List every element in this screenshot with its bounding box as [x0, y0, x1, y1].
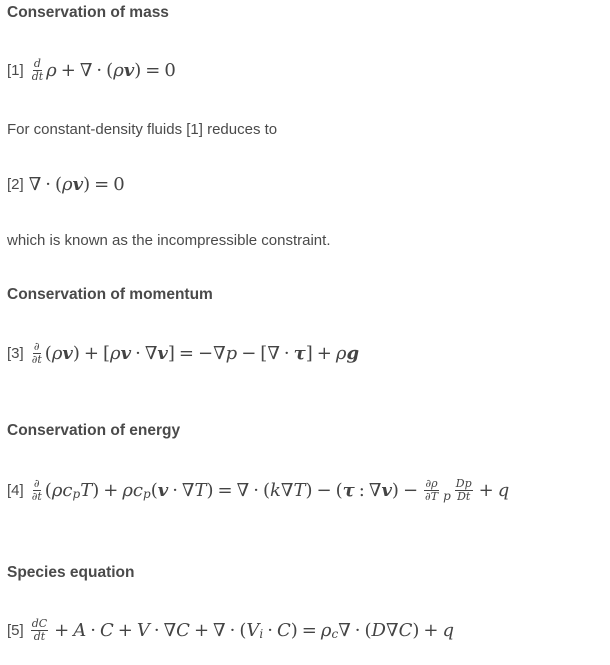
- fraction-partial-rho-partial-T: $\frac{\partial\rho}{\partial T}$: [425, 477, 439, 503]
- equation-number: [5]: [7, 621, 24, 639]
- equation-4-math: $\frac{\partial}{\partial t}$ ( ρc p T ) + ρc p ( v · ∇ T ) = ∇ · ( k ∇ T ) − ( τ : ∇ v ) − $\frac{\partial\rho}{\partial T}$ p $\frac{Dp}{Dt}$ + q: [31, 477, 510, 504]
- fraction-partial-t: $\frac{\partial}{\partial t}$: [31, 477, 42, 503]
- paragraph-incompressible: which is known as the incompressible constraint.: [7, 232, 331, 249]
- paragraph-constant-density: For constant-density fluids [1] reduces to: [7, 121, 278, 138]
- equation-number: [1]: [7, 61, 24, 79]
- equation-3: [7, 341, 359, 365]
- equation-number: [3]: [7, 344, 24, 362]
- heading-conservation-of-momentum: Conservation of momentum: [7, 286, 213, 303]
- equation-1-math: $\frac{d}{dt}$ ρ + ∇ · ( ρ v ) = 0: [31, 57, 176, 83]
- equation-1: [7, 58, 176, 82]
- fraction-d-dt: $\frac{d}{dt}$: [31, 57, 44, 83]
- equation-3-math: $\frac{\partial}{\partial t}$ ( ρ v ) + [ ρ v · ∇ v ] = −∇ p − [∇ · τ ] + ρ g: [31, 340, 360, 366]
- fraction-Dp-Dt: $\frac{Dp}{Dt}$: [455, 477, 472, 503]
- equation-5: [7, 618, 454, 642]
- equation-2-math: ∇ · ( ρ v ) = 0: [28, 174, 125, 195]
- equation-4: [7, 478, 509, 502]
- equation-5-math: $\frac{dC}{dt}$ + A · C + V · ∇ C + ∇ · ( V i · C ) = ρ c ∇ · ( D ∇ C ) + q: [31, 617, 454, 643]
- fraction-dC-dt: $\frac{dC}{dt}$: [31, 617, 48, 643]
- heading-conservation-of-energy: Conservation of energy: [7, 422, 181, 439]
- equation-number: [2]: [7, 176, 24, 193]
- equation-number: [4]: [7, 481, 24, 499]
- heading-conservation-of-mass: Conservation of mass: [7, 4, 169, 21]
- equation-2: [7, 174, 125, 195]
- fraction-partial-t: $\frac{\partial}{\partial t}$: [31, 340, 42, 366]
- heading-species-equation: Species equation: [7, 564, 135, 581]
